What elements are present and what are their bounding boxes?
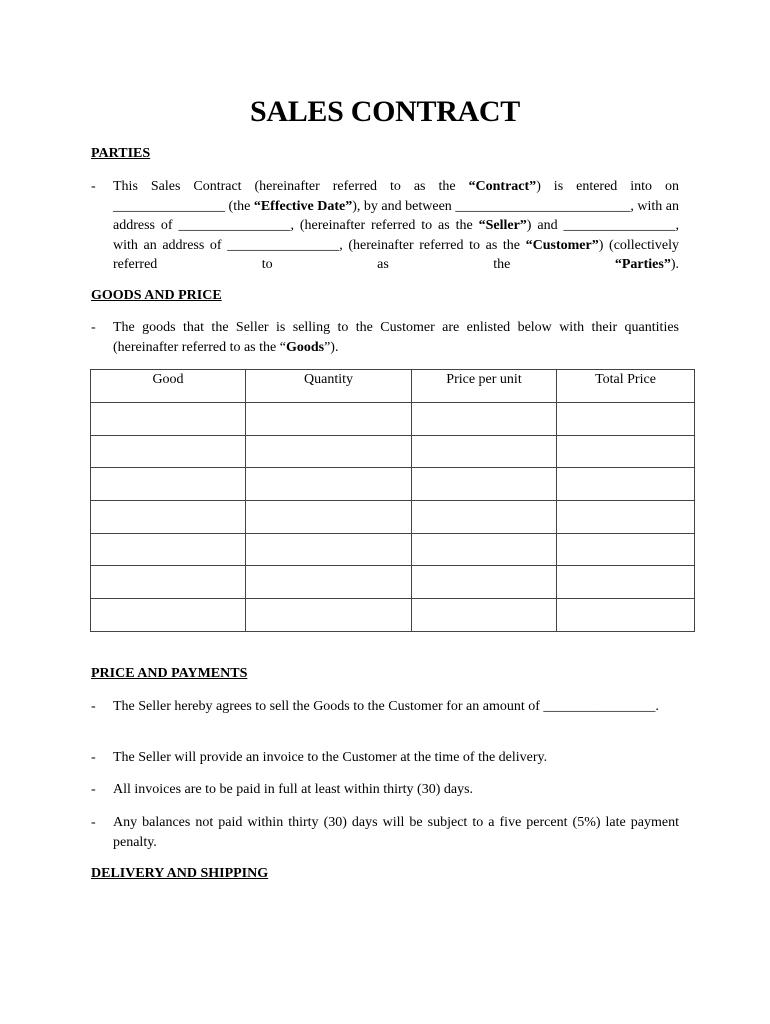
table-cell[interactable]	[246, 435, 412, 468]
customer-term: “Customer”	[525, 237, 599, 253]
table-row	[91, 501, 695, 534]
parties-paragraph	[91, 177, 679, 275]
table-cell[interactable]	[246, 533, 412, 566]
table-cell[interactable]	[91, 403, 246, 436]
table-cell[interactable]	[412, 468, 557, 501]
bullet-dash: -	[91, 699, 96, 714]
header-quantity: Quantity	[246, 370, 412, 403]
table-cell[interactable]	[412, 599, 557, 632]
table-cell[interactable]	[91, 533, 246, 566]
document-title: SALES CONTRACT	[249, 95, 521, 128]
seller-term: “Seller”	[478, 218, 527, 234]
payments-amount-text: The Seller hereby agrees to sell the Goods to the Customer for an amount of ________________.	[113, 699, 659, 714]
table-cell[interactable]	[246, 403, 412, 436]
table-row	[91, 435, 695, 468]
goods-heading: GOODS AND PRICE	[91, 288, 222, 303]
table-cell[interactable]	[557, 599, 695, 632]
effective-date-term: “Effective Date”	[253, 198, 353, 214]
table-cell[interactable]	[91, 468, 246, 501]
table-cell[interactable]	[412, 435, 557, 468]
bullet-dash: -	[91, 320, 96, 335]
payments-item-amount	[91, 697, 679, 717]
payments-invoice-text: The Seller will provide an invoice to the Customer at the time of the delivery.	[113, 750, 548, 765]
table-cell[interactable]	[246, 566, 412, 599]
goods-text: The goods that the Seller is selling to the Customer are enlisted below with their quantities (hereinafter referred to as the “Goods”).	[113, 320, 679, 355]
table-row	[91, 468, 695, 501]
table-cell[interactable]	[557, 566, 695, 599]
header-good: Good	[91, 370, 246, 403]
bullet-dash: -	[91, 179, 96, 194]
parties-text: This Sales Contract (hereinafter referred to as the “Contract”) is entered into on ________________ (the “Effective Date”), by and between _________________________, with an address of ________________, (hereinafter referred to as the “Seller”) and ________________, with an address of ________________, (hereinafter referred to as the “Customer”) (collectively referred to as the “Parties”).	[113, 179, 680, 273]
header-total-price: Total Price	[557, 370, 695, 403]
delivery-heading: DELIVERY AND SHIPPING	[91, 866, 269, 881]
goods-table	[90, 369, 695, 632]
table-cell[interactable]	[91, 599, 246, 632]
table-cell[interactable]	[557, 501, 695, 534]
table-cell[interactable]	[246, 599, 412, 632]
payments-due-text: All invoices are to be paid in full at least within thirty (30) days.	[113, 782, 474, 797]
header-price-per-unit: Price per unit	[412, 370, 557, 403]
table-row	[91, 566, 695, 599]
table-cell[interactable]	[557, 468, 695, 501]
table-cell[interactable]	[412, 533, 557, 566]
table-cell[interactable]	[412, 403, 557, 436]
table-header-row	[91, 370, 695, 403]
payments-item-penalty	[91, 813, 679, 852]
table-cell[interactable]	[91, 566, 246, 599]
bullet-dash: -	[91, 782, 96, 797]
goods-term: Goods	[285, 339, 325, 355]
table-cell[interactable]	[91, 501, 246, 534]
payments-item-invoice	[91, 748, 679, 768]
table-cell[interactable]	[246, 501, 412, 534]
table-row	[91, 599, 695, 632]
table-cell[interactable]	[557, 435, 695, 468]
table-cell[interactable]	[412, 566, 557, 599]
table-row	[91, 403, 695, 436]
table-cell[interactable]	[91, 435, 246, 468]
contract-term: “Contract”	[468, 179, 537, 194]
payments-item-due	[91, 780, 679, 800]
parties-heading: PARTIES	[91, 146, 151, 161]
payments-penalty-text: Any balances not paid within thirty (30) days will be subject to a five percent (5%) late payment penalty.	[113, 815, 679, 850]
table-cell[interactable]	[557, 403, 695, 436]
table-cell[interactable]	[246, 468, 412, 501]
bullet-dash: -	[91, 750, 96, 765]
payments-heading: PRICE AND PAYMENTS	[91, 666, 248, 681]
table-cell[interactable]	[557, 533, 695, 566]
goods-paragraph	[91, 318, 679, 357]
table-cell[interactable]	[412, 501, 557, 534]
bullet-dash: -	[91, 815, 96, 830]
table-row	[91, 533, 695, 566]
parties-term: “Parties”	[614, 257, 671, 273]
